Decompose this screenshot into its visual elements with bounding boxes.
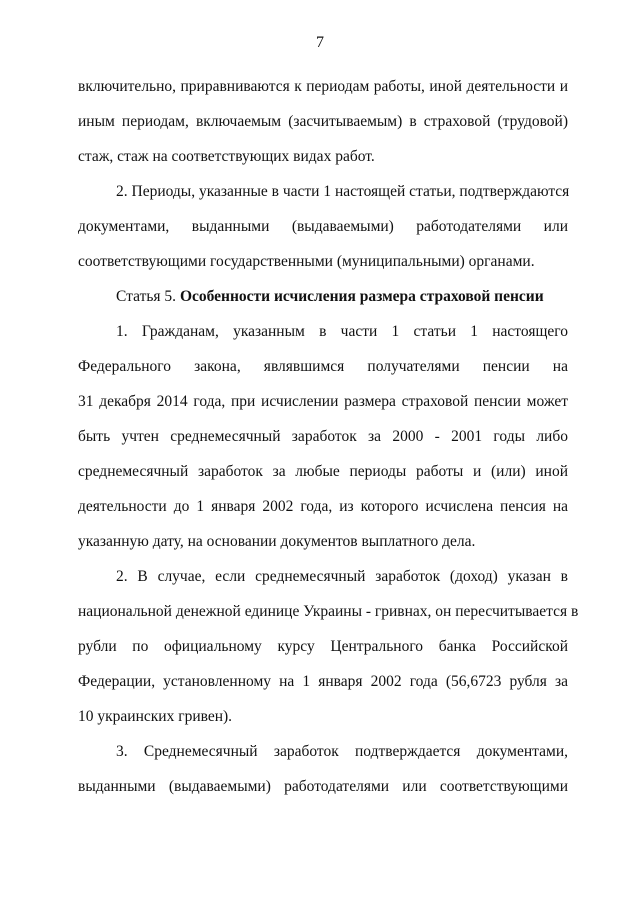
- paragraph-line: 31 декабря 2014 года, при исчислении размера страховой пенсии может: [78, 393, 568, 410]
- paragraph-line: Федерации, установленному на 1 января 2002 года (56,6723 рубля за: [78, 673, 568, 690]
- page-number: 7: [316, 34, 324, 51]
- paragraph-line: 10 украинских гривен).: [78, 708, 233, 725]
- paragraph-line: деятельности до 1 января 2002 года, из которого исчислена пенсия на: [78, 498, 568, 515]
- paragraph-line: 3. Среднемесячный заработок подтверждается документами,: [116, 743, 568, 760]
- paragraph-line: документами, выданными (выдаваемыми) работодателями или: [78, 218, 568, 235]
- paragraph-line: 2. В случае, если среднемесячный заработок (доход) указан в: [116, 568, 568, 585]
- paragraph-line: указанную дату, на основании документов выплатного дела.: [78, 533, 476, 550]
- article-title: Особенности исчисления размера страховой пенсии: [179, 288, 544, 305]
- paragraph-line: иным периодам, включаемым (засчитываемым) в страховой (трудовой): [78, 113, 568, 130]
- paragraph-line: 1. Гражданам, указанным в части 1 статьи 1 настоящего: [116, 323, 568, 340]
- article-label: Статья 5.: [116, 288, 177, 305]
- paragraph-line: быть учтен среднемесячный заработок за 2000 - 2001 годы либо: [78, 428, 568, 445]
- paragraph-line: соответствующими государственными (муниципальными) органами.: [78, 253, 535, 270]
- paragraph-line: 2. Периоды, указанные в части 1 настоящей статьи, подтверждаются: [116, 183, 570, 200]
- paragraph-line: стаж, стаж на соответствующих видах работ.: [78, 148, 375, 165]
- paragraph-line: выданными (выдаваемыми) работодателями или соответствующими: [78, 778, 568, 795]
- paragraph-line: Федерального закона, являвшимся получателями пенсии на: [78, 358, 568, 375]
- paragraph-line: среднемесячный заработок за любые периоды работы и (или) иной: [78, 463, 568, 480]
- paragraph-line: рубли по официальному курсу Центрального банка Российской: [78, 638, 568, 655]
- paragraph-line: включительно, приравниваются к периодам работы, иной деятельности и: [78, 78, 568, 95]
- article-heading: [116, 287, 568, 307]
- paragraph-line: национальной денежной единице Украины - гривнах, он пересчитывается в: [78, 603, 579, 620]
